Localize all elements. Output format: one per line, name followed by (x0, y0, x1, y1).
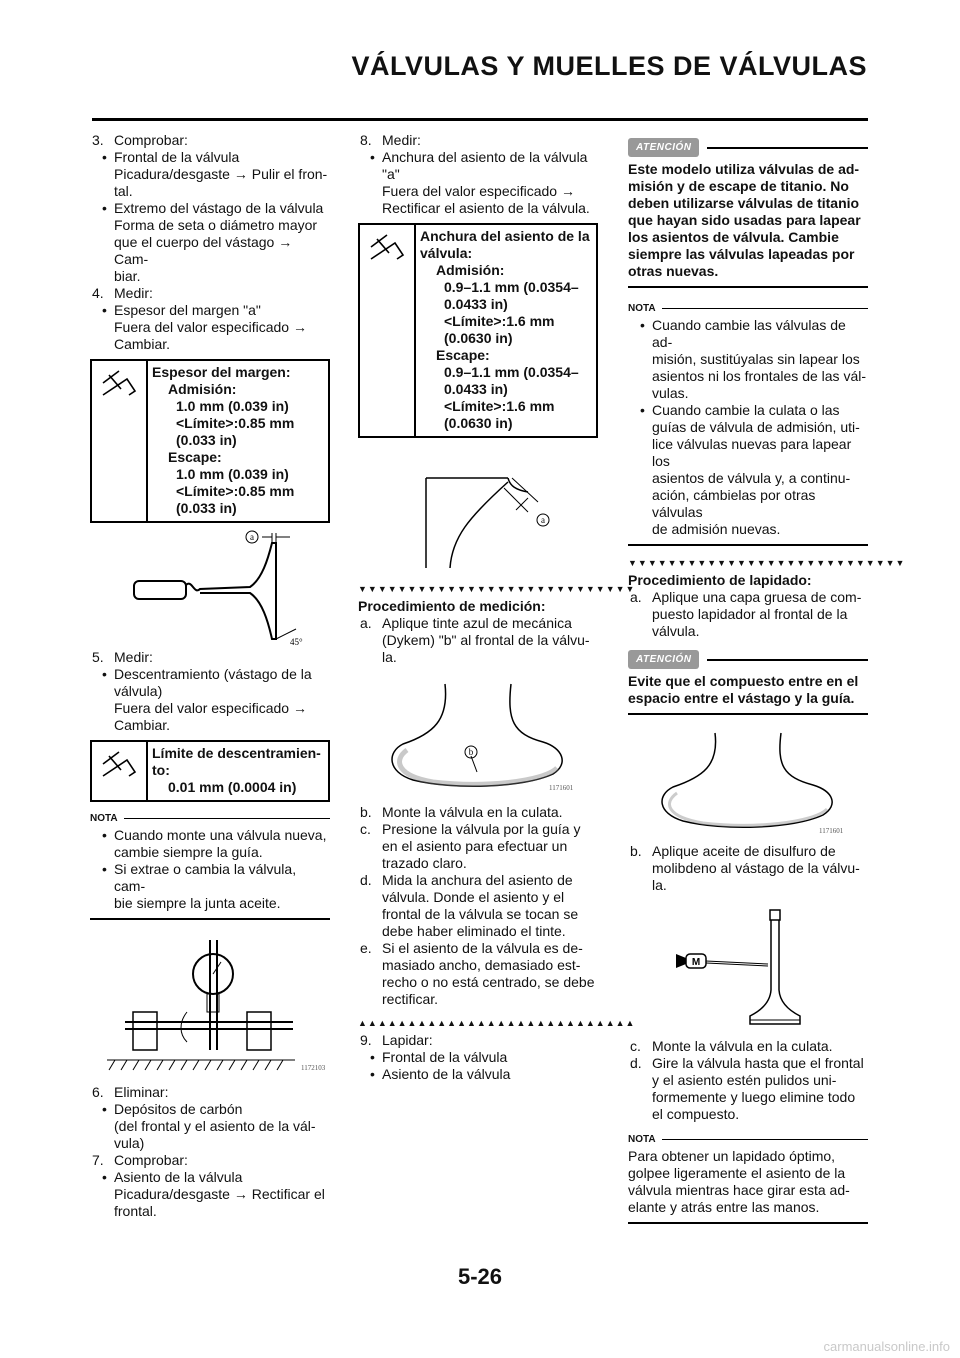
list-item: cambie siempre la guía. (114, 844, 263, 860)
list-item: recho o no está centrado, se debe (382, 974, 595, 990)
list-item: puesto lapidador al frontal de la (652, 606, 848, 622)
step-a: a. Aplique una capa gruesa de com- (630, 589, 862, 605)
divider (628, 713, 868, 715)
fig-label-a: a (250, 532, 254, 542)
nota-header: NOTA (90, 810, 330, 827)
step-9: 9. Lapidar: (360, 1032, 433, 1048)
watermark: carmanualsonline.info (823, 1339, 950, 1354)
column-3 (628, 132, 906, 1224)
list-item: trazado claro. (382, 855, 467, 871)
list-item: guías de válvula de admisión, uti- (652, 419, 860, 435)
list-item: • Si extrae o cambia la válvula, cam- (90, 861, 330, 895)
list-item: asientos de válvula y, a continu- (652, 470, 851, 486)
list-item: y el asiento estén pulidos uni- (652, 1072, 837, 1088)
list-item: • Cuando cambie la culata o las (628, 402, 868, 419)
title-rule (92, 118, 868, 121)
list-item: de admisión nuevas. (652, 521, 781, 537)
list-item: Fuera del valor especificado → (382, 183, 575, 199)
list-item: Rectificar el asiento de la válvula. (382, 200, 590, 216)
attention-badge: ATENCIÓN (628, 138, 699, 157)
list-item: • Cuando monte una válvula nueva, (90, 827, 330, 844)
column-1 (90, 132, 330, 1220)
list-item: válvula. Donde el asiento y el (382, 889, 565, 905)
list-item: • Extremo del vástago de la válvula (90, 200, 330, 217)
list-item: debe haber eliminado el tinte. (382, 923, 566, 939)
list-item: la. (382, 649, 397, 665)
procedure-title: Procedimiento de medición: (358, 598, 546, 614)
dye-valve-figure (373, 680, 583, 800)
nota-header: NOTA (628, 1131, 868, 1148)
runout-gauge-figure (95, 930, 325, 1080)
spec-text: Anchura del asiento de la válvula: Admisión: 0.9–1.1 mm (0.0354– 0.0433 in) <Límite>:1.6 mm (0.0630 in) Escape: 0.9–1.1 mm (0.0354– 0.0433 in) <Límite>:1.6 mm (0.0630 in) (420, 228, 590, 431)
column-2 (358, 132, 636, 1083)
divider (90, 918, 330, 920)
list-item: válvula mientras hace girar esta ad- (628, 1182, 850, 1198)
step-4: 4. Medir: (92, 285, 153, 301)
list-item: elante y atrás entre las manos. (628, 1199, 820, 1215)
fig-angle: 45° (290, 637, 303, 647)
list-item: masiado ancho, demasiado est- (382, 957, 581, 973)
step-5: 5. Medir: (92, 649, 153, 665)
attention-header (628, 650, 868, 669)
list-item: "a" (382, 166, 400, 182)
list-item: el compuesto. (652, 1106, 740, 1122)
list-item: • Cuando cambie las válvulas de ad- (628, 317, 868, 351)
list-item: Cambiar. (114, 336, 171, 352)
list-item: que el cuerpo del vástago → Cam- (114, 234, 293, 267)
list-item: Picadura/desgaste → Rectificar el (114, 1186, 325, 1202)
list-item: • Asiento de la válvula (358, 1066, 598, 1083)
list-item: • Frontal de la válvula (90, 149, 330, 166)
list-item: frontal. (114, 1203, 157, 1219)
step-d: d. Gire la válvula hasta que el frontal (630, 1055, 864, 1071)
list-item: la. (652, 877, 667, 893)
triangle-divider: ▼▼▼▼▼▼▼▼▼▼▼▼▼▼▼▼▼▼▼▼▼▼▼▼▼▼▼▼ (628, 558, 906, 568)
step-8: 8. Medir: (360, 132, 421, 148)
list-item: • Asiento de la válvula (90, 1169, 330, 1186)
list-item: válvula. (652, 623, 700, 639)
step-7: 7. Comprobar: (92, 1152, 188, 1168)
list-item: vula) (114, 1135, 145, 1151)
list-item: Forma de seta o diámetro mayor (114, 217, 318, 233)
list-item: • Frontal de la válvula (358, 1049, 598, 1066)
step-c: c. Monte la válvula en la culata. (630, 1038, 833, 1054)
molybdenum-oil-figure (658, 904, 838, 1034)
lapping-compound-figure (643, 729, 853, 839)
list-item: Para obtener un lapidado óptimo, (628, 1148, 836, 1164)
triangle-divider: ▼▼▼▼▼▼▼▼▼▼▼▼▼▼▼▼▼▼▼▼▼▼▼▼▼▼▼▼ (358, 584, 636, 594)
list-item: en el asiento para efectuar un (382, 838, 568, 854)
step-b: b. Monte la válvula en la culata. (360, 804, 563, 820)
step-3: 3. Comprobar: (92, 132, 188, 148)
attention-badge: ATENCIÓN (628, 650, 699, 669)
list-item: misión, sustitúyalas sin lapear los (652, 351, 860, 367)
list-item: (Dykem) "b" al frontal de la válvu- (382, 632, 590, 648)
list-item: Fuera del valor especificado → (114, 319, 307, 335)
attention-text: Evite que el compuesto entre en el espacio entre el vástago y la guía. (628, 673, 859, 706)
step-b: b. Aplique aceite de disulfuro de (630, 843, 836, 859)
spec-text: Límite de descentramien- to: 0.01 mm (0.0004 in) (152, 745, 321, 795)
fig-code: 1171601 (549, 784, 574, 792)
list-item: tal. (114, 183, 133, 199)
list-item: golpee ligeramente el asiento de la (628, 1165, 846, 1181)
divider (628, 286, 868, 288)
page-title: VÁLVULAS Y MUELLES DE VÁLVULAS (351, 51, 867, 81)
spec-box-runout (90, 740, 330, 802)
list-item: bie siempre la junta aceite. (114, 895, 281, 911)
nota-header: NOTA (628, 300, 868, 317)
step-6: 6. Eliminar: (92, 1084, 169, 1100)
list-item: • Anchura del asiento de la válvula (358, 149, 598, 166)
procedure-title: Procedimiento de lapidado: (628, 572, 812, 588)
list-item: ación, cámbielas por otras válvulas (652, 487, 816, 520)
list-item: Fuera del valor especificado → (114, 700, 307, 716)
list-item: frontal de la válvula se tocan se (382, 906, 579, 922)
list-item: • Descentramiento (vástago de la (90, 666, 330, 683)
caliper-icon (360, 225, 416, 436)
list-item: (del frontal y el asiento de la vál- (114, 1118, 316, 1134)
attention-header (628, 138, 868, 157)
step-a: a. Aplique tinte azul de mecánica (360, 615, 572, 631)
step-d: d. Mida la anchura del asiento de (360, 872, 573, 888)
divider (628, 1222, 868, 1224)
fig-label-b: b (468, 747, 474, 757)
spec-box-seat-width (358, 223, 598, 438)
list-item: biar. (114, 268, 141, 284)
caliper-icon (92, 361, 148, 521)
list-item: Cambiar. (114, 717, 171, 733)
spec-box-margin (90, 359, 330, 523)
list-item: vulas. (652, 385, 689, 401)
list-item: válvula) (114, 683, 163, 699)
step-c: c. Presione la válvula por la guía y (360, 821, 581, 837)
fig-label-a: a (541, 515, 545, 525)
valve-margin-figure (100, 529, 320, 649)
list-item: • Depósitos de carbón (90, 1101, 330, 1118)
spec-text: Espesor del margen: Admisión: 1.0 mm (0.039 in) <Límite>:0.85 mm (0.033 in) Escape: 1.0 mm (0.039 in) <Límite>:0.85 mm (0.033 in) (152, 364, 295, 516)
list-item: asientos ni los frontales de las vál- (652, 368, 866, 384)
list-item: • Espesor del margen "a" (90, 302, 330, 319)
list-item: Picadura/desgaste → Pulir el fron- (114, 166, 328, 182)
seat-width-figure (378, 458, 578, 578)
triangle-divider: ▲▲▲▲▲▲▲▲▲▲▲▲▲▲▲▲▲▲▲▲▲▲▲▲▲▲▲▲ (358, 1018, 636, 1028)
list-item: molibdeno al vástago de la válvu- (652, 860, 860, 876)
attention-text: Este modelo utiliza válvulas de ad- misión y de escape de titanio. No deben utilizarse válvulas de titanio que hayan sido usadas para lapear los asientos de válvula. Cambie siempre las válvulas lapeadas por otras nuevas. (628, 161, 861, 279)
list-item: formemente y luego elimine todo (652, 1089, 856, 1105)
molybdenum-icon: M (691, 957, 701, 968)
list-item: lice válvulas nuevas para lapear los (652, 436, 852, 469)
caliper-icon (92, 742, 148, 800)
page-number: 5-26 (457, 1264, 503, 1289)
list-item: rectificar. (382, 991, 439, 1007)
fig-code: 1171601 (819, 827, 844, 835)
fig-code: 1172103 (301, 1064, 326, 1072)
divider (628, 544, 868, 546)
step-e: e. Si el asiento de la válvula es de- (360, 940, 583, 956)
